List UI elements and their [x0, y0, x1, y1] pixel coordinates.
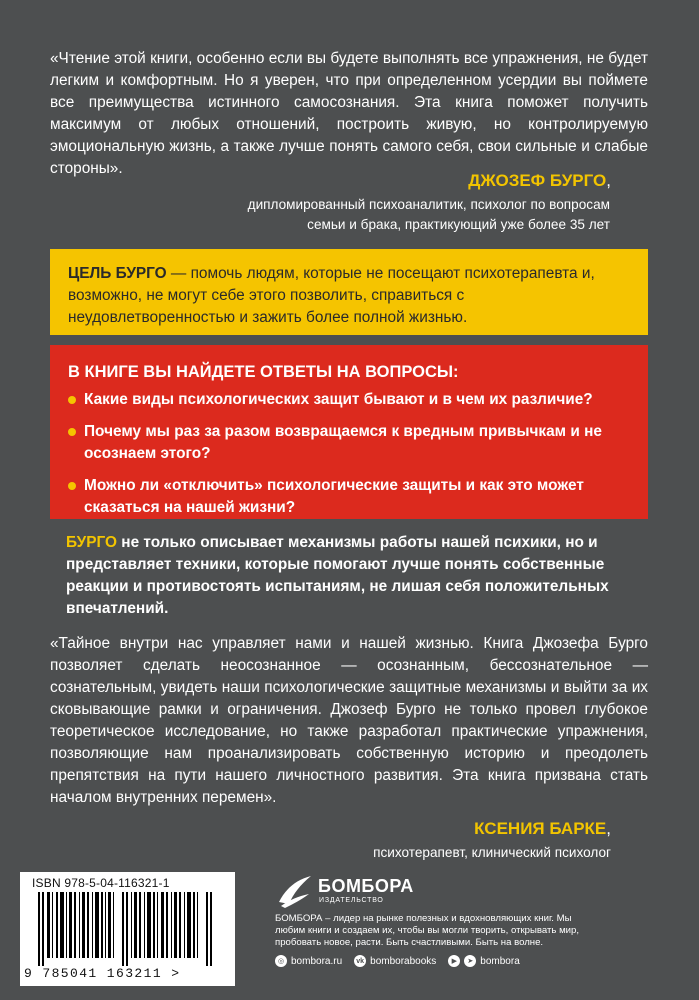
social-link-vk[interactable] — [354, 955, 436, 967]
social-links — [275, 955, 520, 967]
isbn-barcode-block — [20, 872, 235, 986]
web-icon: ◎ — [275, 955, 287, 967]
quote-1-author-description — [230, 195, 610, 235]
quote-1-author-comma: , — [606, 171, 611, 190]
youtube-icon: ▶ — [448, 955, 460, 967]
goal-lead: ЦЕЛЬ БУРГО — [68, 265, 167, 282]
quote-2-author — [474, 819, 611, 839]
summary-lead: БУРГО — [66, 534, 118, 551]
social-link-telegram[interactable] — [448, 955, 519, 967]
question-item — [68, 475, 630, 519]
social-label: bomborabooks — [370, 955, 437, 967]
quote-2-author-name: КСЕНИЯ БАРКЕ — [474, 819, 607, 838]
questions-box — [50, 345, 648, 519]
goal-text: — помочь людям, которые не посещают психотерапевта и, возможно, не могут себе этого позволить, справиться с неудовлетворенностью и зажить более полной жизнью. — [68, 265, 595, 326]
publisher-description: БОМБОРА – лидер на рынке полезных и вдохновляющих книг. Мы любим книги и создаем их, чтобы вы могли творить, открывать мир, пробовать новое, расти. Быть счастливыми. Быть на волне. — [275, 913, 580, 948]
goal-box — [50, 249, 648, 335]
vk-icon: vk — [354, 955, 366, 967]
publisher-name: БОМБОРА — [318, 876, 414, 896]
summary-paragraph — [66, 532, 626, 620]
bullet-icon — [68, 428, 76, 436]
quote-2-author-comma: , — [606, 819, 611, 838]
telegram-icon: ➤ — [464, 955, 476, 967]
quote-2: «Тайное внутри нас управляет нами и нашей жизнью. Книга Джозефа Бурго позволяет сделать неосознанное — осознанным, бессознательное — сознательным, увидеть наши психологические защитные механизмы и выйти за их сковывающие рамки и ограничения. Джозеф Бурго не только провел глубокое теоретическое исследование, но также разработал практические упражнения, позволяющие нам проанализировать собственную историю и преодолеть препятствия на пути нашего личностного развития. Эта книга призвана стать началом внутренних перемен». — [50, 635, 648, 806]
question-item — [68, 389, 630, 411]
quote-1-author-name: ДЖОЗЕФ БУРГО — [468, 171, 607, 190]
question-item — [68, 421, 630, 465]
barcode-icon — [38, 892, 218, 966]
quote-1-author-description-line-1: дипломированный психоаналитик, психолог по вопросам — [247, 197, 610, 212]
quote-1: «Чтение этой книги, особенно если вы будете выполнять все упражнения, не будет легким и комфортным. Но я уверен, что при определенном усердии вы поймете все преимущества истинного самосознания. Эта книга поможет получить максимум от любых отношений, построить живую, но контролируемую эмоциональную жизнь, а также лучше понять самого себя, свои сильные и слабые стороны». — [50, 50, 648, 177]
question-text: Почему мы раз за разом возвращаемся к вредным привычкам и не осознаем этого? — [84, 423, 602, 462]
social-label: bombora.ru — [291, 955, 343, 967]
bullet-icon — [68, 482, 76, 490]
quote-2-author-description: психотерапевт, клинический психолог — [373, 845, 611, 860]
social-label: bombora — [480, 955, 520, 967]
social-link-web[interactable] — [275, 955, 342, 967]
isbn-label: ISBN 978-5-04-116321-1 — [32, 876, 170, 890]
bombora-logo-icon — [275, 872, 315, 910]
quote-1-author-description-line-2: семьи и брака, практикующий уже более 35 лет — [307, 217, 610, 232]
publisher-subtitle: ИЗДАТЕЛЬСТВО — [319, 897, 384, 904]
quote-1-author — [468, 171, 611, 191]
barcode-digits: 9 785041 163211 > — [24, 966, 181, 981]
questions-title: В КНИГЕ ВЫ НАЙДЕТЕ ОТВЕТЫ НА ВОПРОСЫ: — [68, 363, 459, 381]
question-text: Какие виды психологических защит бывают и в чем их различие? — [84, 391, 593, 408]
summary-text: не только описывает механизмы работы нашей психики, но и представляет техники, которые помогают лучше понять собственные реакции и противостоять испытаниям, не лишая себя положительных впечатлений. — [66, 534, 609, 617]
bullet-icon — [68, 396, 76, 404]
question-text: Можно ли «отключить» психологические защиты и как это может сказаться на нашей жизни? — [84, 477, 584, 516]
